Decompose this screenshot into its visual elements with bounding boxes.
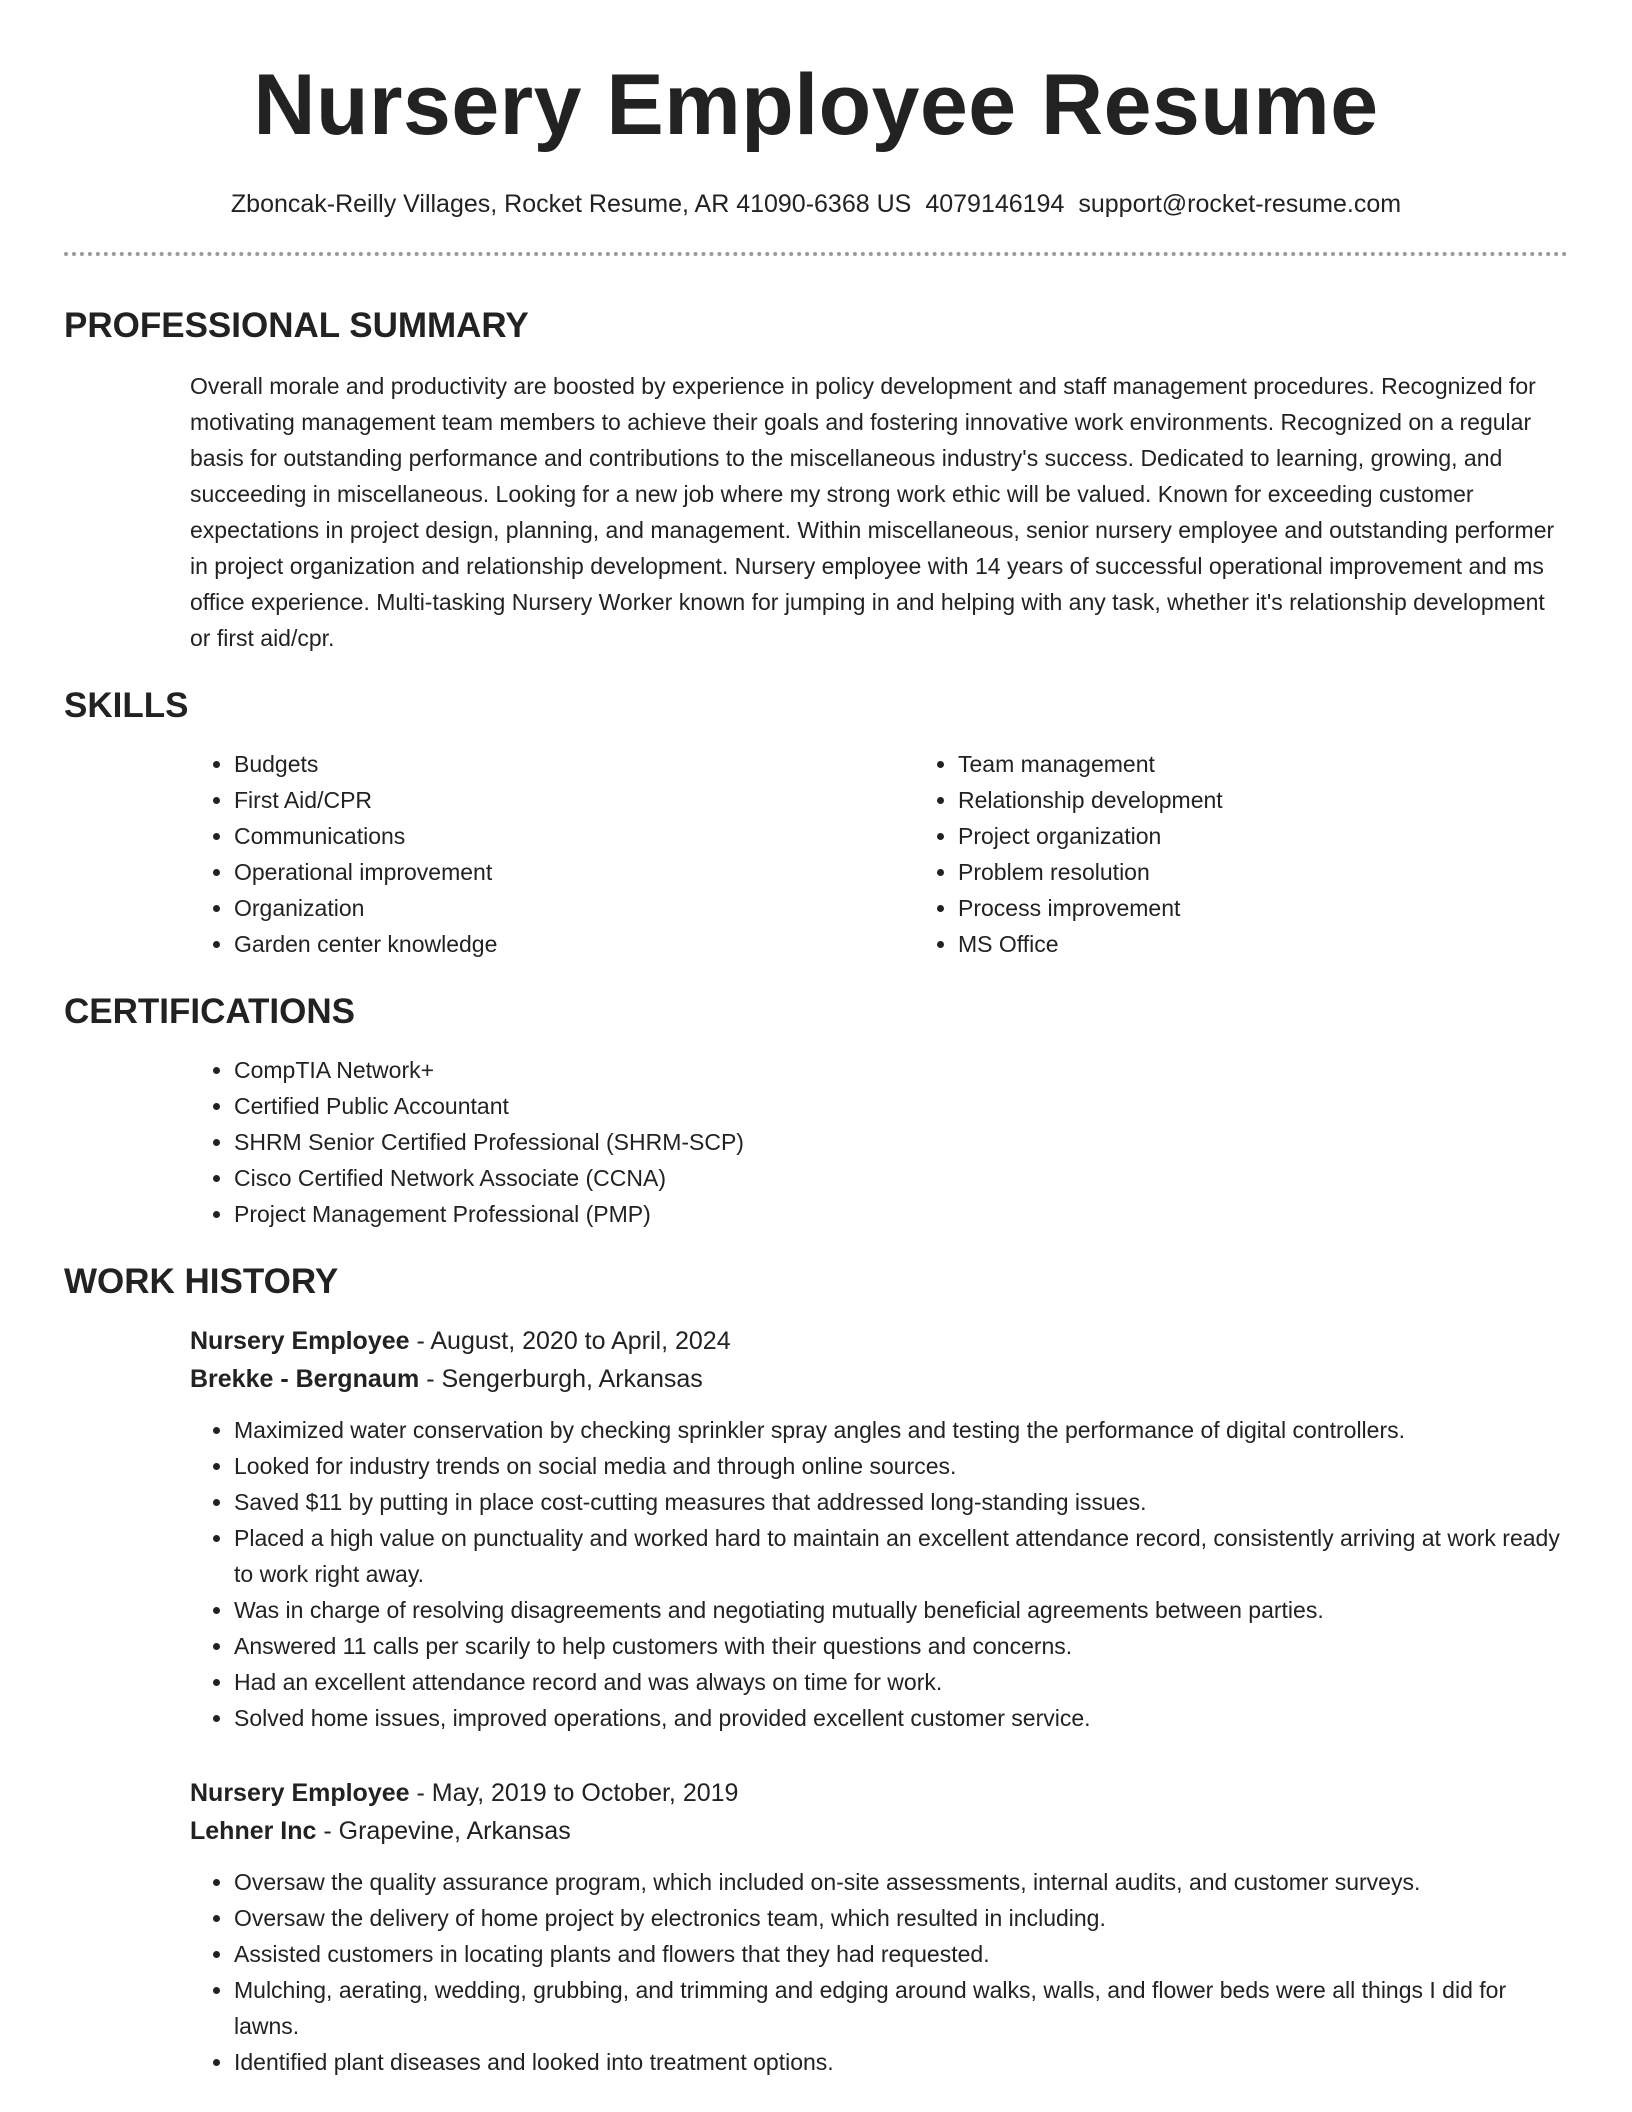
list-item: • Process improvement: [958, 890, 1632, 926]
certifications-list: [190, 1052, 1568, 1232]
list-item: • Solved home issues, improved operations, and provided excellent customer service.: [234, 1700, 1568, 1736]
job-role: Nursery Employee: [190, 1327, 410, 1355]
list-item: • Assisted customers in locating plants and flowers that they had requested.: [234, 1936, 1568, 1972]
job-location: - Grapevine, Arkansas: [316, 1817, 571, 1845]
job-role: Nursery Employee: [190, 1779, 410, 1807]
page-title: Nursery Employee Resume: [253, 57, 1379, 153]
contact-email[interactable]: support@rocket-resume.com: [1078, 190, 1402, 218]
job-title-line: [190, 1774, 1568, 1812]
list-item: • Placed a high value on punctuality and worked hard to maintain an excellent attendance record, consistently arriving at work ready to work right away.: [234, 1520, 1568, 1592]
section-title-certifications: CERTIFICATIONS: [64, 992, 356, 1031]
skills-grid: [190, 728, 1568, 962]
job-company: Lehner Inc: [190, 1817, 317, 1845]
job-company-line: [190, 1360, 1568, 1398]
job-location: - Sengerburgh, Arkansas: [419, 1365, 703, 1393]
job-dates: - May, 2019 to October, 2019: [409, 1779, 739, 1807]
list-item: • Garden center knowledge: [234, 926, 914, 962]
list-item: • SHRM Senior Certified Professional (SHRM-SCP): [234, 1124, 1568, 1160]
header-divider: [64, 252, 1568, 256]
list-item: • Team management: [958, 746, 1632, 782]
list-item: • First Aid/CPR: [234, 782, 914, 818]
list-item: • Oversaw the quality assurance program, which included on-site assessments, internal audits, and customer surveys.: [234, 1864, 1568, 1900]
list-item: • Certified Public Accountant: [234, 1088, 1568, 1124]
list-item: • CompTIA Network+: [234, 1052, 1568, 1088]
list-item: • Cisco Certified Network Associate (CCNA): [234, 1160, 1568, 1196]
section-title-work-history: WORK HISTORY: [64, 1262, 339, 1301]
work-history-section: [64, 1260, 1568, 2080]
job-company: Brekke - Bergnaum: [190, 1365, 420, 1393]
resume-header: [64, 0, 1568, 222]
list-item: • Looked for industry trends on social media and through online sources.: [234, 1448, 1568, 1484]
contact-phone: 4079146194: [925, 190, 1065, 218]
list-item: • Organization: [234, 890, 914, 926]
list-item: • Problem resolution: [958, 854, 1632, 890]
skills-list-left: [190, 746, 914, 962]
summary-text: Overall morale and productivity are boosted by experience in policy development and staff management procedures. Recognized for motivating management team members to achieve their goals and fostering innovative work environments. Recognized on a regular basis for outstanding performance and contributions to the miscellaneous industry's success. Dedicated to learning, growing, and succeeding in miscellaneous. Looking for a new job where my strong work ethic will be valued. Known for exceeding customer expectations in project design, planning, and management. Within miscellaneous, senior nursery employee and outstanding performer in project organization and relationship development. Nursery employee with 14 years of successful operational improvement and ms office experience. Multi-tasking Nursery Worker known for jumping in and helping with any task, whether it's relationship development or first aid/cpr.: [190, 373, 1555, 651]
list-item: • Operational improvement: [234, 854, 914, 890]
skills-section: [64, 684, 1568, 962]
list-item: • Budgets: [234, 746, 914, 782]
list-item: • MS Office: [958, 926, 1632, 962]
job-bullets: [190, 1864, 1568, 2080]
list-item: • Maximized water conservation by checking sprinkler spray angles and testing the performance of digital controllers.: [234, 1412, 1568, 1448]
contact-address: Zboncak-Reilly Villages, Rocket Resume, AR 41090-6368 US: [230, 190, 912, 218]
job-dates: - August, 2020 to April, 2024: [409, 1327, 731, 1355]
list-item: • Project Management Professional (PMP): [234, 1196, 1568, 1232]
list-item: • Oversaw the delivery of home project by electronics team, which resulted in including.: [234, 1900, 1568, 1936]
summary-section: [64, 304, 1568, 656]
job-bullets: [190, 1412, 1568, 1736]
contact-line: [64, 186, 1568, 222]
list-item: • Was in charge of resolving disagreements and negotiating mutually beneficial agreements between parties.: [234, 1592, 1568, 1628]
job-entry: [190, 1774, 1568, 2080]
list-item: • Answered 11 calls per scarily to help customers with their questions and concerns.: [234, 1628, 1568, 1664]
list-item: • Saved $11 by putting in place cost-cutting measures that addressed long-standing issues.: [234, 1484, 1568, 1520]
list-item: • Relationship development: [958, 782, 1632, 818]
section-title-skills: SKILLS: [64, 686, 189, 725]
skills-list-right: [914, 746, 1632, 962]
list-item: • Had an excellent attendance record and was always on time for work.: [234, 1664, 1568, 1700]
certifications-section: [64, 990, 1568, 1232]
section-title-summary: PROFESSIONAL SUMMARY: [64, 306, 529, 345]
list-item: • Identified plant diseases and looked into treatment options.: [234, 2044, 1568, 2080]
list-item: • Mulching, aerating, wedding, grubbing, and trimming and edging around walks, walls, and flower beds were all things I did for lawns.: [234, 1972, 1568, 2044]
job-title-line: [190, 1322, 1568, 1360]
list-item: • Project organization: [958, 818, 1632, 854]
list-item: • Communications: [234, 818, 914, 854]
job-entry: [190, 1322, 1568, 1736]
job-company-line: [190, 1812, 1568, 1850]
